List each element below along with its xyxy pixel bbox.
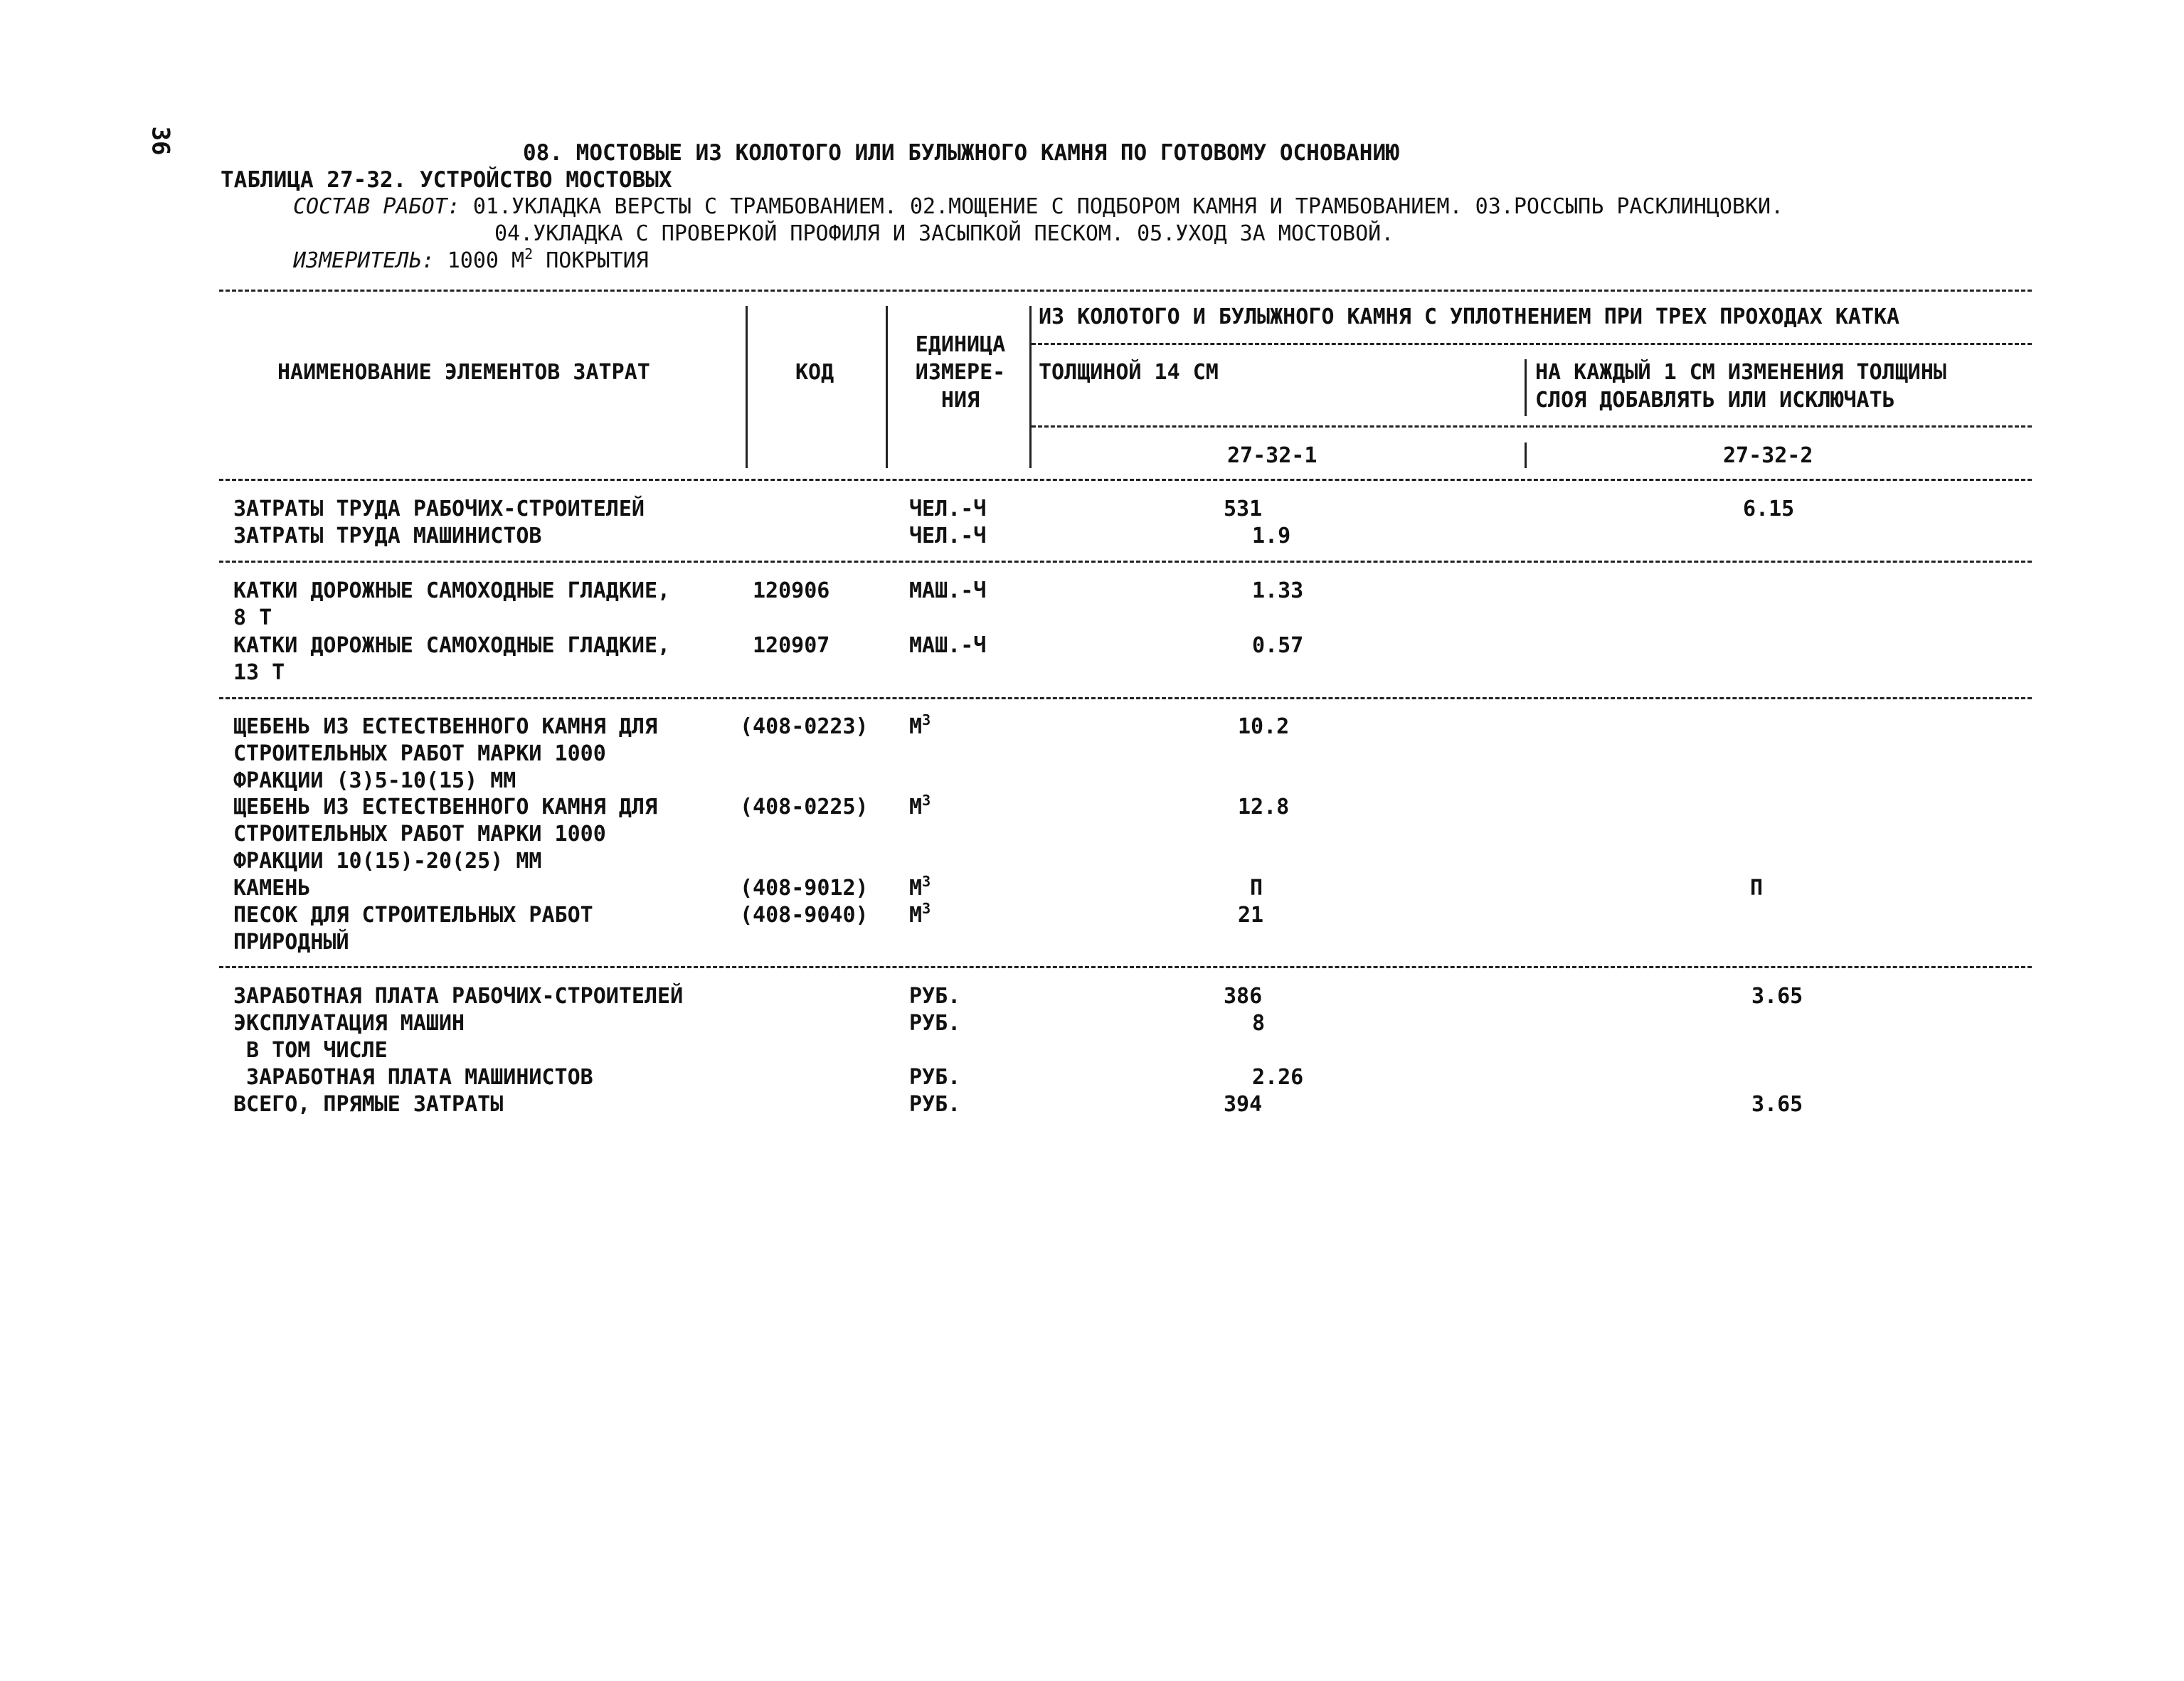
- row-value-1: П: [1250, 876, 1263, 901]
- work-composition-line1: [293, 193, 1783, 221]
- row-unit: $М^3$: [909, 900, 931, 928]
- row-value-1: 8: [1252, 1011, 1266, 1036]
- row-code: (408-9040): [740, 903, 869, 928]
- row-unit: МАШ.-Ч: [909, 633, 987, 658]
- row-unit: РУБ.: [909, 1011, 961, 1036]
- row-name: ЗАРАБОТНАЯ ПЛАТА РАБОЧИХ-СТРОИТЕЛЕЙ: [233, 984, 684, 1009]
- work-composition-label: СОСТАВ РАБОТ:: [293, 194, 460, 219]
- row-value-1: 531: [1224, 497, 1263, 521]
- measure-sup: 2: [524, 245, 534, 263]
- header-divider-values: [1029, 306, 1032, 468]
- row-name: ЩЕБЕНЬ ИЗ ЕСТЕСТВЕННОГО КАМНЯ ДЛЯ СТРОИТЕЛЬНЫХ РАБОТ МАРКИ 1000 ФРАКЦИИ 10(15)-20(25) ММ: [233, 795, 658, 874]
- measure-line: [293, 245, 649, 275]
- row-value-1: 12.8: [1238, 795, 1290, 820]
- row-value-1: 394: [1224, 1092, 1263, 1117]
- row-value-2: П: [1750, 876, 1764, 901]
- row-unit: $М^3$: [909, 711, 931, 739]
- row-value-2: 3.65: [1751, 1092, 1803, 1117]
- header-unit-1: ЕДИНИЦА: [915, 332, 1006, 357]
- measure-label: ИЗМЕРИТЕЛЬ:: [293, 248, 435, 273]
- row-name: ЭКСПЛУАТАЦИЯ МАШИН В ТОМ ЧИСЛЕ: [233, 1011, 465, 1063]
- work-composition-text1: 01.УКЛАДКА ВЕРСТЫ С ТРАМБОВАНИЕМ. 02.МОЩЕНИЕ С ПОДБОРОМ КАМНЯ И ТРАМБОВАНИЕМ. 03.РОССЫПЬ РАСКЛИНЦОВКИ.: [460, 194, 1784, 219]
- row-code: (408-9012): [740, 876, 869, 901]
- row-name: ПЕСОК ДЛЯ СТРОИТЕЛЬНЫХ РАБОТ ПРИРОДНЫЙ: [233, 903, 593, 955]
- row-code: (408-0223): [740, 714, 869, 739]
- header-sub2-line2: СЛОЯ ДОБАВЛЯТЬ ИЛИ ИСКЛЮЧАТЬ: [1535, 388, 1895, 413]
- row-name: ЩЕБЕНЬ ИЗ ЕСТЕСТВЕННОГО КАМНЯ ДЛЯ СТРОИТЕЛЬНЫХ РАБОТ МАРКИ 1000 ФРАКЦИИ (3)5-10(15) ММ: [233, 714, 658, 793]
- header-unit-3: НИЯ: [940, 388, 980, 413]
- group-rule-2: [219, 697, 2032, 699]
- row-value-1: 1.33: [1252, 578, 1304, 603]
- row-value-2: 6.15: [1743, 497, 1795, 521]
- row-code: 120906: [753, 578, 830, 603]
- header-code: КОД: [795, 360, 834, 385]
- row-unit: РУБ.: [909, 1092, 961, 1117]
- table-title: ТАБЛИЦА 27-32. УСТРОЙСТВО МОСТОВЫХ: [221, 167, 672, 193]
- header-bottom-rule: [219, 479, 2032, 481]
- header-sub1: ТОЛЩИНОЙ 14 СМ: [1039, 360, 1219, 385]
- row-unit: $М^3$: [909, 873, 931, 901]
- row-name: КАТКИ ДОРОЖНЫЕ САМОХОДНЫЕ ГЛАДКИЕ, 8 Т: [233, 578, 671, 630]
- row-value-1: 386: [1224, 984, 1263, 1009]
- measure-value: 1000 М: [434, 248, 525, 273]
- page-number: 36: [146, 126, 175, 156]
- row-value-1: 21: [1238, 903, 1264, 928]
- row-value-1: 10.2: [1238, 714, 1290, 739]
- header-code-1: 27-32-1: [1227, 443, 1318, 468]
- header-divider-unit: [886, 306, 888, 468]
- row-value-1: 2.26: [1252, 1065, 1304, 1090]
- header-group-title: ИЗ КОЛОТОГО И БУЛЫЖНОГО КАМНЯ С УПЛОТНЕНИЕМ ПРИ ТРЕХ ПРОХОДАХ КАТКА: [1039, 304, 1900, 329]
- header-divider-sub: [1525, 359, 1527, 416]
- row-value-2: 3.65: [1751, 984, 1803, 1009]
- header-name: НАИМЕНОВАНИЕ ЭЛЕМЕНТОВ ЗАТРАТ: [277, 360, 650, 385]
- row-name: ЗАРАБОТНАЯ ПЛАТА МАШИНИСТОВ: [233, 1065, 593, 1090]
- group-rule-3: [219, 966, 2032, 968]
- row-unit: РУБ.: [909, 984, 961, 1009]
- row-code: (408-0225): [740, 795, 869, 820]
- row-unit: ЧЕЛ.-Ч: [909, 524, 987, 548]
- measure-suffix: ПОКРЫТИЯ: [533, 248, 649, 273]
- row-name: ЗАТРАТЫ ТРУДА МАШИНИСТОВ: [233, 524, 542, 548]
- section-title: 08. МОСТОВЫЕ ИЗ КОЛОТОГО ИЛИ БУЛЫЖНОГО КАМНЯ ПО ГОТОВОМУ ОСНОВАНИЮ: [523, 140, 1399, 166]
- row-name: ЗАТРАТЫ ТРУДА РАБОЧИХ-СТРОИТЕЛЕЙ: [233, 497, 645, 521]
- row-unit: $М^3$: [909, 792, 931, 820]
- row-value-1: 0.57: [1252, 633, 1304, 658]
- header-divider-codes: [1525, 442, 1527, 468]
- group-rule-1: [219, 561, 2032, 563]
- header-sub2-line1: НА КАЖДЫЙ 1 СМ ИЗМЕНЕНИЯ ТОЛЩИНЫ: [1535, 360, 1946, 385]
- row-name: КАМЕНЬ: [233, 876, 311, 901]
- row-unit: МАШ.-Ч: [909, 578, 987, 603]
- row-unit: ЧЕЛ.-Ч: [909, 497, 987, 521]
- row-value-1: 1.9: [1252, 524, 1291, 548]
- header-rule-group: [1032, 343, 2032, 345]
- row-name: ВСЕГО, ПРЯМЫЕ ЗАТРАТЫ: [233, 1092, 504, 1117]
- header-rule-sub: [1032, 425, 2032, 428]
- work-composition-line2: 04.УКЛАДКА С ПРОВЕРКОЙ ПРОФИЛЯ И ЗАСЫПКОЙ ПЕСКОМ. 05.УХОД ЗА МОСТОВОЙ.: [494, 221, 1394, 246]
- row-code: 120907: [753, 633, 830, 658]
- header-code-2: 27-32-2: [1723, 443, 1813, 468]
- header-unit-2: ИЗМЕРЕ-: [915, 360, 1006, 385]
- row-unit: РУБ.: [909, 1065, 961, 1090]
- row-name: КАТКИ ДОРОЖНЫЕ САМОХОДНЫЕ ГЛАДКИЕ, 13 Т: [233, 633, 671, 685]
- table-top-rule: [219, 290, 2032, 292]
- header-divider-code: [746, 306, 748, 468]
